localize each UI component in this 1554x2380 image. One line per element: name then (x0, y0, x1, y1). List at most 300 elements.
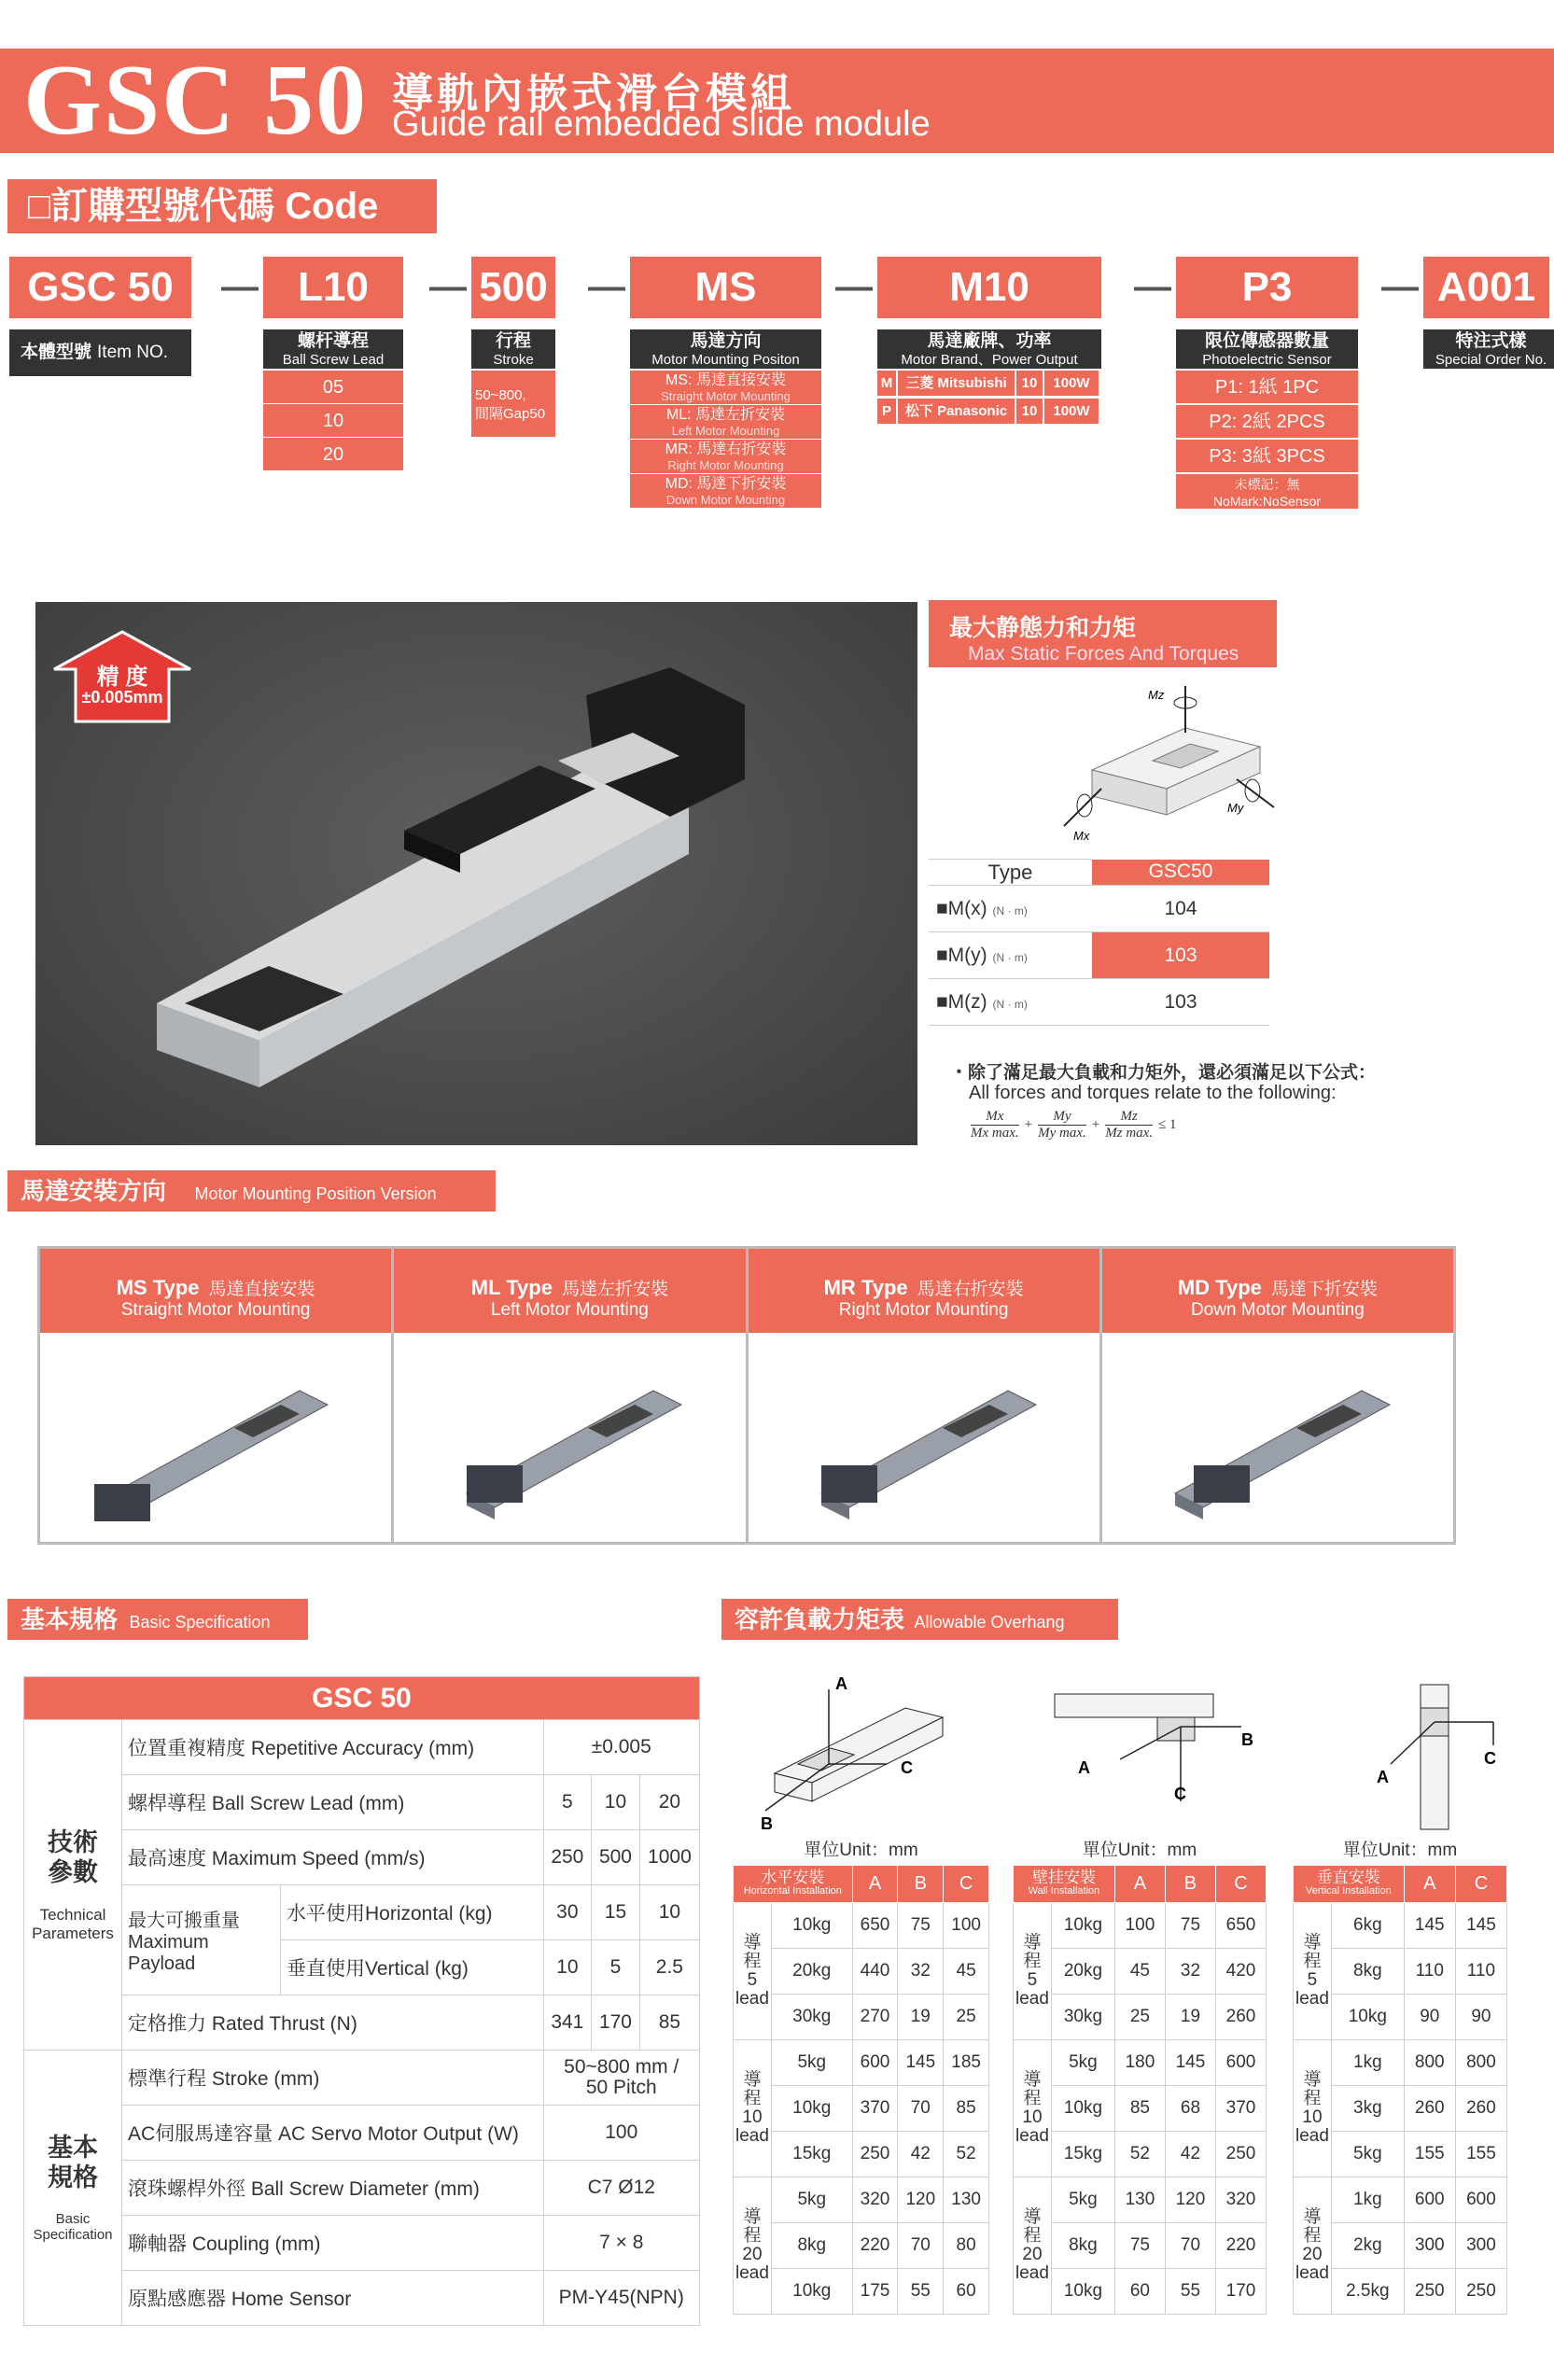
formula-num: My (1053, 1109, 1071, 1124)
code-box: L10 (263, 257, 403, 318)
overhang-cell: 300 (1404, 2223, 1455, 2269)
overhang-head-en: Vertical Installation (1306, 1884, 1392, 1897)
overhang-cell: 10kg (1051, 2269, 1114, 2315)
mount-type-cn: 馬達右折安裝 (917, 1280, 1024, 1299)
moment-diagram (1055, 677, 1288, 845)
basic-section-title (7, 1599, 308, 1640)
motor-label: AC伺服馬達容量 AC Servo Motor Output (W) (122, 2106, 544, 2161)
code-option-cell: 三菱 Mitsubishi (898, 371, 1015, 397)
precision-badge (52, 630, 192, 723)
spec-cell: 30 (543, 1885, 592, 1940)
static-row-name: ■M(z) (936, 990, 987, 1013)
axis-a-label: A (1377, 1768, 1389, 1786)
code-option (877, 371, 1101, 397)
code-option-cn: MD: 馬達下折安裝 (665, 476, 787, 492)
mount-section-en: Motor Mounting Position Version (194, 1184, 437, 1203)
spec-title: GSC 50 (24, 1677, 700, 1720)
mount-type-name: MS Type (116, 1276, 200, 1299)
overhang-cell: 180 (1114, 2040, 1165, 2086)
overhang-cell: 90 (1404, 1995, 1455, 2040)
overhang-cell: 20kg (1051, 1949, 1114, 1995)
code-option-cn: MR: 馬達右折安裝 (665, 441, 787, 457)
overhang-cell: 185 (944, 2040, 989, 2086)
code-option (630, 405, 821, 440)
stroke-label: 標準行程 Stroke (mm) (122, 2051, 544, 2106)
code-option-cn: MS: 馬達直接安裝 (665, 372, 786, 388)
accuracy-label: 位置重複精度 Repetitive Accuracy (mm) (122, 1720, 544, 1775)
overhang-cell: 420 (1215, 1949, 1266, 1995)
code-option-cell: 松下 Panasonic (898, 399, 1015, 425)
overhang-cell: 19 (1165, 1995, 1215, 2040)
code-label-cn: 螺杆導程 (297, 331, 369, 351)
code-option-cell: P (877, 399, 896, 425)
mount-type-name: MR Type (823, 1276, 908, 1299)
overhang-cell: 800 (1455, 2040, 1506, 2086)
code-box: P3 (1176, 257, 1358, 318)
overhang-cell: 370 (1215, 2086, 1266, 2132)
overhang-cell: 130 (944, 2177, 989, 2223)
overhang-head-en: Horizontal Installation (743, 1884, 842, 1897)
overhang-cell: 2.5kg (1331, 2269, 1404, 2315)
code-label (877, 329, 1101, 369)
code-option-en: Right Motor Mounting (667, 458, 784, 472)
overhang-row (1014, 2269, 1267, 2315)
code-option (471, 371, 555, 438)
group1-cn: 技術 參數 (48, 1827, 98, 1886)
overhang-cell: 55 (1165, 2269, 1215, 2315)
spec-cell: 5 (592, 1940, 640, 1995)
mount-type-cn: 馬達直接安裝 (208, 1280, 315, 1299)
code-dash: — (1381, 266, 1419, 307)
overhang-cell: 170 (1215, 2269, 1266, 2315)
overhang-cell: 120 (1165, 2177, 1215, 2223)
coupling-value: 7 × 8 (543, 2216, 699, 2271)
overhang-cell: 8kg (771, 2223, 852, 2269)
axis-b-label: B (761, 1814, 773, 1833)
mount-type-en: Down Motor Mounting (1190, 1300, 1365, 1320)
mount-type-header (749, 1249, 1099, 1333)
coupling-label: 聯軸器 Coupling (mm) (122, 2216, 544, 2271)
overhang-row (734, 1903, 989, 1949)
overhang-lead: 導 程 5 lead (734, 1903, 772, 2040)
static-row-value: 104 (1092, 886, 1269, 932)
axis-a-label: A (1078, 1758, 1090, 1777)
spec-cell: 341 (543, 1995, 592, 2051)
mount-type-title (749, 1249, 1099, 1300)
spec-cell: 10 (543, 1940, 592, 1995)
overhang-cell: 370 (852, 2086, 898, 2132)
static-note-en: All forces and torques relate to the following: (969, 1083, 1337, 1103)
mount-section-cn: 馬達安裝方向 (21, 1177, 167, 1205)
basic-section-cn: 基本規格 (21, 1605, 119, 1633)
code-dash: — (1134, 266, 1171, 307)
sensor-label: 原點感應器 Home Sensor (122, 2271, 544, 2326)
overhang-cell: 68 (1165, 2086, 1215, 2132)
code-section-title: □訂購型號代碼 Code (7, 179, 437, 233)
axis-c-label: C (1174, 1785, 1186, 1803)
overhang-row (1014, 1949, 1267, 1995)
overhang-cell: 25 (944, 1995, 989, 2040)
sensor-value: PM-Y45(NPN) (543, 2271, 699, 2326)
code-option-en: Straight Motor Mounting (661, 389, 791, 403)
code-option (630, 371, 821, 405)
overhang-cell: 10kg (1331, 1995, 1404, 2040)
overhang-row (1014, 1995, 1267, 2040)
overhang-cell: 42 (898, 2132, 944, 2177)
formula: Mx Mx max. + My My max. + Mz Mz max. ≤ 1 (971, 1109, 1177, 1141)
mount-type-cn: 馬達左折安裝 (561, 1280, 668, 1299)
accuracy-value: ±0.005 (543, 1720, 699, 1775)
overhang-lead: 導 程 20 lead (734, 2177, 772, 2315)
overhang-lead: 導 程 20 lead (1294, 2177, 1332, 2315)
code-label-en: Motor Mounting Positon (651, 352, 800, 368)
overhang-cell: 110 (1455, 1949, 1506, 1995)
code-option-en: Down Motor Mounting (665, 493, 786, 507)
mount-type (391, 1249, 745, 1542)
overhang-cell: 250 (1215, 2132, 1266, 2177)
spec-cell: 2.5 (639, 1940, 699, 1995)
group2-en: Basic Specification (33, 2211, 113, 2243)
overhang-row (1014, 2223, 1267, 2269)
overhang-table (733, 1865, 989, 2315)
code-label-en: Motor Brand、Power Output (901, 352, 1078, 368)
static-row-name: ■M(y) (936, 944, 987, 966)
payload-label: 最大可搬重量 Maximum Payload (122, 1885, 281, 1995)
mx-label: Mx (1073, 829, 1090, 843)
mount-type (40, 1249, 391, 1542)
precision-label: 精 度 (96, 665, 148, 690)
overhang-cell: 260 (1455, 2086, 1506, 2132)
overhang-head-cn: 壁挂安裝 (1031, 1868, 1096, 1886)
overhang-cell: 15kg (771, 2132, 852, 2177)
overhang-row (734, 1995, 989, 2040)
code-label-cn: 本體型號 (21, 343, 92, 362)
axis-c-label: C (1484, 1749, 1496, 1768)
overhang-cell: 110 (1404, 1949, 1455, 1995)
overhang-cell: 5kg (771, 2040, 852, 2086)
code-label-en: Stroke (493, 352, 534, 368)
overhang-lead: 導 程 5 lead (1014, 1903, 1052, 2040)
overhang-cell: 145 (1404, 1903, 1455, 1949)
mount-type-en: Right Motor Mounting (838, 1300, 1009, 1320)
static-title-cn: 最大静態力和力矩 (949, 615, 1137, 641)
code-option (630, 440, 821, 474)
overhang-table (1293, 1865, 1507, 2315)
overhang-cell: 650 (1215, 1903, 1266, 1949)
overhang-lead: 導 程 10 lead (1294, 2040, 1332, 2177)
code-option: 10 (263, 404, 403, 438)
overhang-cell: 52 (1114, 2132, 1165, 2177)
code-option: 20 (263, 438, 403, 471)
overhang-cell: 70 (898, 2086, 944, 2132)
overhang-cell: 10kg (771, 2269, 852, 2315)
overhang-unit: 單位Unit：mm (1082, 1841, 1197, 1860)
code-label-cn: 馬達方向 (690, 331, 762, 351)
code-label-cn: 行程 (495, 331, 531, 351)
overhang-cell: 75 (1165, 1903, 1215, 1949)
code-label-en: Special Order No. (1435, 352, 1547, 368)
overhang-cell: 145 (1165, 2040, 1215, 2086)
overhang-row (1014, 2040, 1267, 2086)
overhang-cell: 25 (1114, 1995, 1165, 2040)
formula-num: Mx (986, 1109, 1004, 1124)
overhang-row (734, 2086, 989, 2132)
code-label (1423, 329, 1554, 369)
code-label-cn: 限位傳感器數量 (1204, 331, 1329, 351)
code-option (1176, 474, 1358, 510)
code-dash: — (588, 266, 625, 307)
overhang-cell: 70 (1165, 2223, 1215, 2269)
basic-section-en: Basic Specification (129, 1613, 271, 1631)
overhang-cell: 8kg (1051, 2223, 1114, 2269)
overhang-cell: 800 (1404, 2040, 1455, 2086)
overhang-cell: 320 (852, 2177, 898, 2223)
axis-b-label: B (1241, 1730, 1253, 1749)
mount-type-image (40, 1333, 391, 1542)
overhang-head-en: Wall Installation (1028, 1884, 1100, 1897)
overhang-cell: 600 (1215, 2040, 1266, 2086)
mount-section-title (7, 1170, 496, 1211)
code-label (471, 329, 555, 369)
overhang-cell: 75 (898, 1903, 944, 1949)
static-row-unit: (N · m) (992, 997, 1028, 1011)
overhang-cell: 10kg (1051, 1903, 1114, 1949)
overhang-cell: 130 (1114, 2177, 1165, 2223)
static-head-model: GSC50 (1092, 860, 1269, 886)
group2-cn: 基本 規格 (48, 2134, 98, 2191)
overhang-cell: 1kg (1331, 2040, 1404, 2086)
mount-type-en: Straight Motor Mounting (120, 1300, 311, 1320)
code-box: A001 (1423, 257, 1549, 318)
code-box: M10 (877, 257, 1101, 318)
spec-table (23, 1676, 700, 2326)
code-option-line: 50~800, (475, 387, 526, 403)
overhang-cell: 260 (1215, 1995, 1266, 2040)
static-note-cn: ・除了滿足最大負載和力矩外，還必須滿足以下公式： (950, 1063, 1377, 1083)
group1-en: Technical Parameters (32, 1905, 114, 1942)
overhang-lead: 導 程 20 lead (1014, 2177, 1052, 2315)
overhang-cell: 55 (898, 2269, 944, 2315)
overhang-cell: 250 (852, 2132, 898, 2177)
overhang-col: A (1404, 1866, 1455, 1903)
horizontal-label: 水平使用Horizontal (kg) (281, 1885, 544, 1940)
overhang-cell: 8kg (1331, 1949, 1404, 1995)
mount-type-name: ML Type (470, 1276, 553, 1299)
overhang-cell: 75 (1114, 2223, 1165, 2269)
mount-type-cn: 馬達下折安裝 (1270, 1280, 1378, 1299)
overhang-cell: 260 (1404, 2086, 1455, 2132)
overhang-cell: 650 (852, 1903, 898, 1949)
code-option (877, 399, 1101, 425)
overhang-col: C (1455, 1866, 1506, 1903)
code-option-cell: M (877, 371, 896, 397)
mount-type-name: MD Type (1177, 1276, 1262, 1299)
overhang-cell: 70 (898, 2223, 944, 2269)
formula-le: ≤ 1 (1158, 1117, 1177, 1132)
overhang-row (1294, 2177, 1507, 2223)
overhang-cell: 600 (852, 2040, 898, 2086)
overhang-head (1014, 1866, 1115, 1903)
mount-types (37, 1246, 1456, 1545)
overhang-cell: 155 (1455, 2132, 1506, 2177)
code-box: MS (630, 257, 821, 318)
thrust-label: 定格推力 Rated Thrust (N) (122, 1995, 544, 2051)
overhang-cell: 85 (944, 2086, 989, 2132)
overhang-cell: 100 (1114, 1903, 1165, 1949)
overhang-cell: 90 (1455, 1995, 1506, 2040)
overhang-row (1014, 2132, 1267, 2177)
code-dash: — (221, 266, 259, 307)
mount-type-image (394, 1333, 745, 1542)
static-row-value: 103 (1092, 979, 1269, 1026)
overhang-cell: 1kg (1331, 2177, 1404, 2223)
code-label (630, 329, 821, 369)
spec-cell: 170 (592, 1995, 640, 2051)
overhang-section-title (721, 1599, 1118, 1640)
overhang-cell: 60 (1114, 2269, 1165, 2315)
overhang-cell: 5kg (771, 2177, 852, 2223)
overhang-head-cn: 水平安裝 (761, 1868, 825, 1886)
overhang-cell: 30kg (1051, 1995, 1114, 2040)
code-option-en: Left Motor Mounting (671, 424, 780, 438)
overhang-lead: 導 程 10 lead (734, 2040, 772, 2177)
mount-type-title (40, 1249, 391, 1300)
overhang-cell: 30kg (771, 1995, 852, 2040)
overhang-cell: 2kg (1331, 2223, 1404, 2269)
code-label (263, 329, 403, 369)
lead-label: 螺桿導程 Ball Screw Lead (mm) (122, 1775, 544, 1830)
overhang-cell: 42 (1165, 2132, 1215, 2177)
overhang-cell: 145 (1455, 1903, 1506, 1949)
overhang-cell: 5kg (1051, 2040, 1114, 2086)
static-row-name: ■M(x) (936, 897, 987, 919)
overhang-head (1294, 1866, 1405, 1903)
mount-type-header (1102, 1249, 1453, 1333)
overhang-cell: 45 (1114, 1949, 1165, 1995)
motor-value: 100 (543, 2106, 699, 2161)
spec-cell: 1000 (639, 1830, 699, 1885)
mount-type-image (1102, 1333, 1453, 1542)
overhang-section-cn: 容許負載力矩表 (735, 1605, 905, 1633)
overhang-row (734, 1949, 989, 1995)
mount-type-title (1102, 1249, 1453, 1300)
title-en: Guide rail embedded slide module (392, 105, 931, 144)
overhang-lead: 導 程 10 lead (1014, 2040, 1052, 2177)
overhang-col: B (898, 1866, 944, 1903)
overhang-head (734, 1866, 853, 1903)
axis-c-label: C (901, 1758, 913, 1777)
mount-type (746, 1249, 1099, 1542)
static-row-unit: (N · m) (992, 903, 1028, 917)
diameter-value: C7 Ø12 (543, 2161, 699, 2216)
overhang-section-en: Allowable Overhang (914, 1613, 1065, 1631)
overhang-cell: 220 (1215, 2223, 1266, 2269)
overhang-row (1014, 1903, 1267, 1949)
overhang-unit: 單位Unit：mm (1342, 1841, 1458, 1860)
static-row-unit: (N · m) (992, 950, 1028, 964)
overhang-cell: 100 (944, 1903, 989, 1949)
overhang-cell: 120 (898, 2177, 944, 2223)
overhang-cell: 320 (1215, 2177, 1266, 2223)
overhang-cell: 440 (852, 1949, 898, 1995)
overhang-cell: 175 (852, 2269, 898, 2315)
code-label (1176, 329, 1358, 369)
overhang-row (734, 2269, 989, 2315)
formula-den: Mx max. (971, 1126, 1019, 1141)
spec-cell: 5 (543, 1775, 592, 1830)
overhang-cell: 145 (898, 2040, 944, 2086)
overhang-row (734, 2132, 989, 2177)
code-box: GSC 50 (9, 257, 191, 318)
overhang-cell: 5kg (1331, 2132, 1404, 2177)
overhang-cell: 20kg (771, 1949, 852, 1995)
overhang-row (734, 2223, 989, 2269)
spec-cell: 10 (592, 1775, 640, 1830)
title-cn: 導軌內嵌式滑台模組 (392, 71, 795, 117)
static-title-en: Max Static Forces And Torques (968, 643, 1239, 665)
code-label (9, 329, 191, 376)
code-option-line: 未標記：無 (1234, 477, 1300, 492)
code-option-cell: 10 (1016, 399, 1043, 425)
spec-cell: 85 (639, 1995, 699, 2051)
spec-cell: 15 (592, 1885, 640, 1940)
mount-type-header (394, 1249, 745, 1333)
overhang-row (734, 2177, 989, 2223)
overhang-cell: 3kg (1331, 2086, 1404, 2132)
static-table (929, 859, 1269, 1026)
overhang-cell: 52 (944, 2132, 989, 2177)
code-box: 500 (471, 257, 555, 318)
code-option: 05 (263, 371, 403, 404)
code-label-cn: 特注式樣 (1455, 331, 1527, 351)
static-title-box (929, 600, 1277, 667)
overhang-cell: 10kg (1051, 2086, 1114, 2132)
diameter-label: 滾珠螺桿外徑 Ball Screw Diameter (mm) (122, 2161, 544, 2216)
overhang-cell: 600 (1455, 2177, 1506, 2223)
stroke-value: 50~800 mm / 50 Pitch (543, 2051, 699, 2106)
overhang-cell: 80 (944, 2223, 989, 2269)
axis-a-label: A (835, 1674, 847, 1693)
overhang-col: C (944, 1866, 989, 1903)
code-label-en: Item NO. (97, 343, 169, 362)
overhang-col: A (1114, 1866, 1165, 1903)
mount-type-header (40, 1249, 391, 1333)
overhang-cell: 60 (944, 2269, 989, 2315)
overhang-cell: 10kg (771, 2086, 852, 2132)
overhang-col: A (852, 1866, 898, 1903)
overhang-cell: 250 (1455, 2269, 1506, 2315)
precision-value: ±0.005mm (81, 688, 163, 707)
code-option: P2: 2紙 2PCS (1176, 405, 1358, 439)
code-option (630, 474, 821, 509)
code-label-cn: 馬達廠牌、功率 (927, 331, 1052, 351)
mz-label: Mz (1148, 688, 1165, 702)
overhang-row (734, 2040, 989, 2086)
code-option-line: NoMark:NoSensor (1212, 494, 1322, 509)
spec-cell: 10 (639, 1885, 699, 1940)
mount-type-en: Left Motor Mounting (490, 1300, 649, 1320)
overhang-row (1014, 2086, 1267, 2132)
overhang-cell: 10kg (771, 1903, 852, 1949)
overhang-cell: 5kg (1051, 2177, 1114, 2223)
overhang-row (1294, 2040, 1507, 2086)
formula-num: Mz (1120, 1109, 1138, 1124)
overhang-cell: 600 (1404, 2177, 1455, 2223)
overhang-cell: 85 (1114, 2086, 1165, 2132)
code-label-en: Photoelectric Sensor (1202, 352, 1332, 368)
code-option: P1: 1紙 1PC (1176, 371, 1358, 404)
overhang-cell: 6kg (1331, 1903, 1404, 1949)
